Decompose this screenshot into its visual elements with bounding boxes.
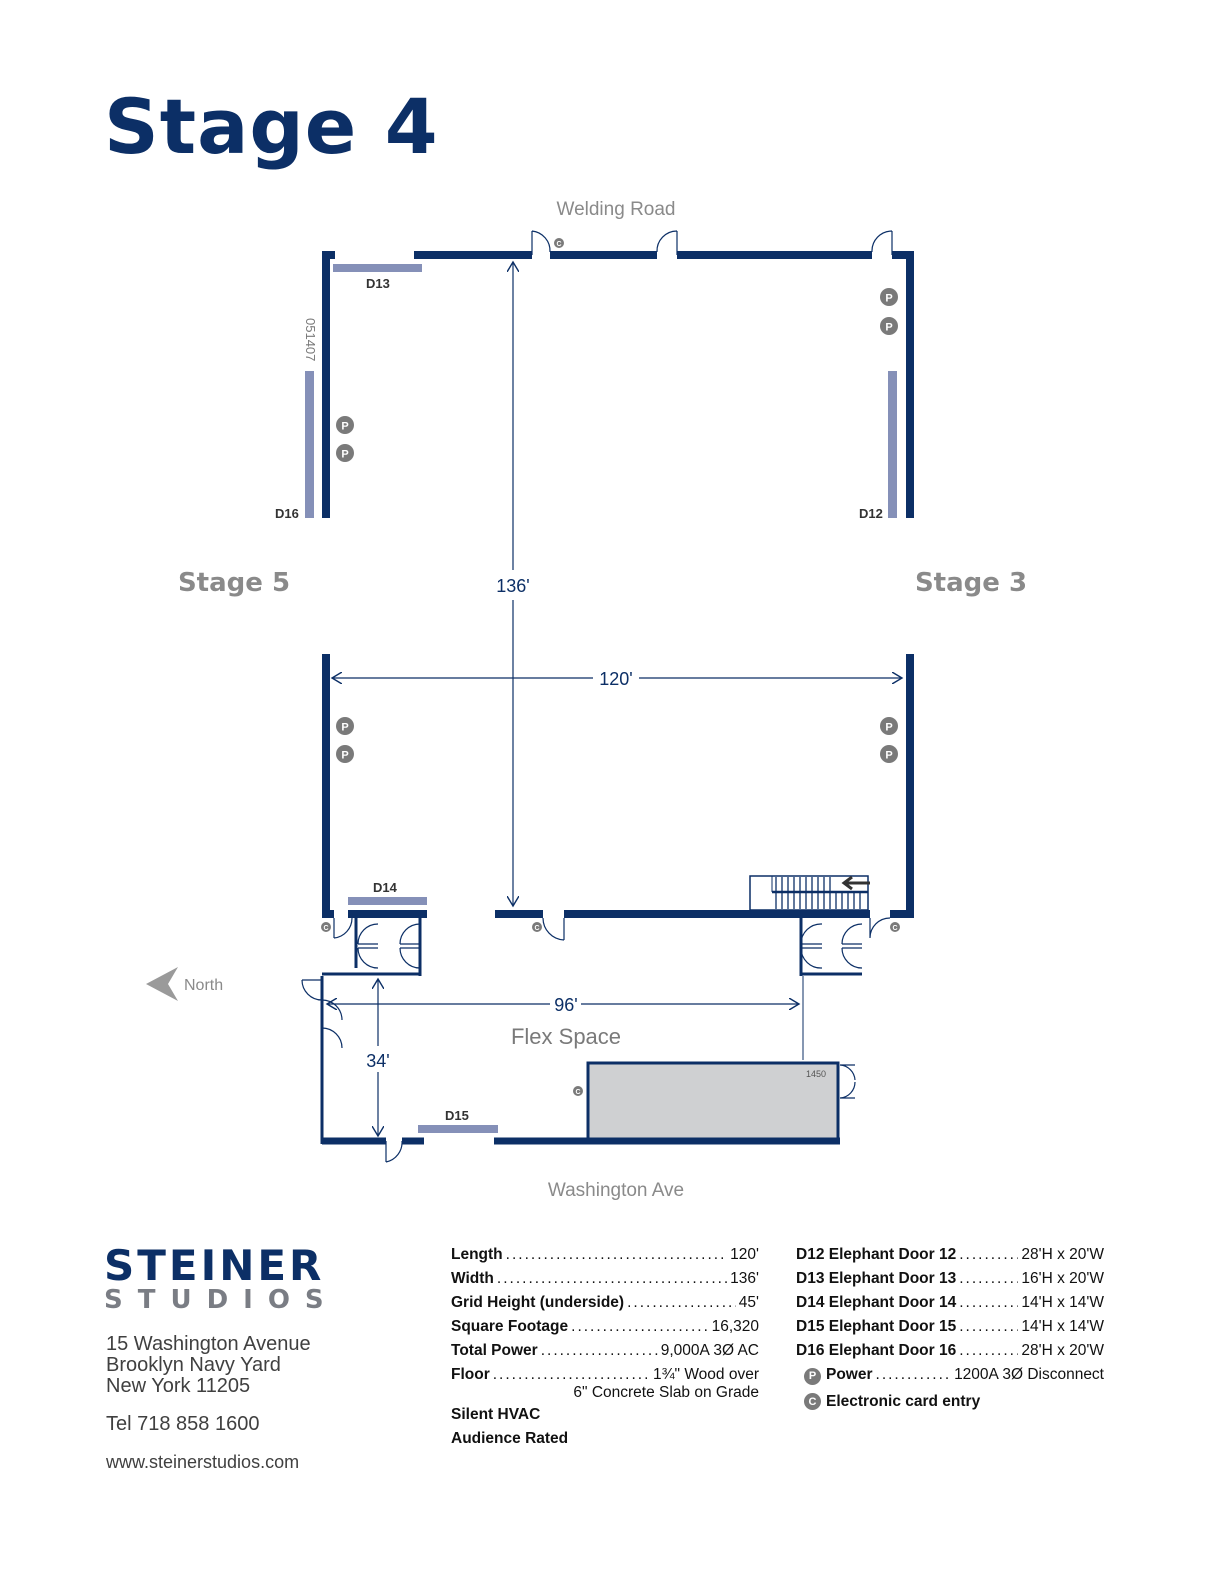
spec-row: Total Power ..... 9,000A 3Ø AC: [451, 1342, 759, 1366]
svg-text:C: C: [323, 925, 329, 932]
door-spec-row: D16 Elephant Door 16 ..... 28'H x 20'W: [796, 1342, 1104, 1366]
power-icon: [336, 444, 354, 462]
door-spec-row: D13 Elephant Door 13 ..... 16'H x 20'W: [796, 1270, 1104, 1294]
stage-walls: [322, 251, 914, 918]
dimension-width: 120': [599, 669, 633, 689]
power-icon: [880, 317, 898, 335]
door-label-d15: D15: [445, 1108, 469, 1123]
elephant-doors: [305, 264, 897, 1133]
company-address: [106, 1334, 311, 1397]
spec-extra: Silent HVAC: [451, 1406, 541, 1423]
door-d13: [333, 264, 422, 272]
door-d12: [888, 371, 897, 518]
door-spec-row: D12 Elephant Door 12 ..... 28'H x 20'W: [796, 1246, 1104, 1270]
legend-power: P Power ..... 1200A 3Ø Disconnect: [796, 1366, 1104, 1390]
power-icon: [336, 745, 354, 763]
vertical-code: 051407: [303, 318, 318, 362]
stage-3-label: Stage 3: [914, 568, 1028, 598]
power-icon: [336, 717, 354, 735]
road-south-label: Washington Ave: [547, 1180, 685, 1201]
dimension-flex-width: 96': [554, 995, 578, 1015]
door-label-d13: D13: [366, 276, 390, 291]
svg-text:P: P: [885, 321, 893, 334]
card-entry-icon: [573, 1086, 583, 1096]
power-icon: [336, 416, 354, 434]
svg-text:C: C: [892, 925, 898, 932]
door-d15: [418, 1125, 498, 1133]
door-spec-row: D14 Elephant Door 14 ..... 14'H x 14'W: [796, 1294, 1104, 1318]
door-spec-row: D15 Elephant Door 15 ..... 14'H x 14'W: [796, 1318, 1104, 1342]
stage-specs: [451, 1246, 759, 1454]
company-logo: [104, 1241, 344, 1315]
spec-row: Floor ..... 1¾" Wood over: [451, 1366, 759, 1390]
card-entry-icon: [890, 922, 900, 932]
spec-row: Length ..... 120': [451, 1246, 759, 1270]
spec-extra: Audience Rated: [451, 1430, 569, 1447]
page-title: Stage 4: [104, 82, 439, 171]
legend-card-entry: C Electronic card entry: [796, 1390, 1104, 1413]
svg-text:P: P: [885, 749, 893, 762]
spec-row: Square Footage ..... 16,320: [451, 1318, 759, 1342]
card-entry-markers: [321, 238, 900, 1096]
dimension-depth: 136': [496, 576, 530, 596]
card-entry-icon: [532, 922, 542, 932]
north-arrow-icon: [146, 967, 178, 1001]
stairs: [750, 876, 868, 910]
logo-line-2: STUDIOS: [104, 1285, 339, 1315]
flex-space-label: Flex Space: [510, 1024, 622, 1049]
door-specs: [796, 1246, 1104, 1413]
address-line-3: New York 11205: [106, 1375, 251, 1397]
card-entry-icon: [554, 238, 564, 248]
north-label: North: [184, 977, 224, 994]
door-d14: [348, 897, 427, 905]
spec-row: Grid Height (underside) ..... 45': [451, 1294, 759, 1318]
power-icon: [880, 288, 898, 306]
power-outlets: [336, 288, 898, 763]
company-phone: Tel 718 858 1600: [106, 1413, 260, 1435]
svg-text:P: P: [341, 749, 349, 762]
svg-text:P: P: [885, 721, 893, 734]
room-code: 1450: [805, 1069, 826, 1079]
door-label-d14: D14: [373, 880, 397, 895]
spec-row: Width ..... 136': [451, 1270, 759, 1294]
svg-text:P: P: [341, 448, 349, 461]
power-icon: P: [804, 1368, 821, 1385]
svg-text:C: C: [556, 241, 562, 248]
svg-text:P: P: [341, 420, 349, 433]
spec-floor-detail: 6" Concrete Slab on Grade: [573, 1384, 759, 1401]
door-d16: [305, 371, 314, 518]
stage-5-label: Stage 5: [177, 568, 291, 598]
svg-text:C: C: [534, 925, 540, 932]
power-icon: [880, 745, 898, 763]
dimension-flex-depth: 34': [366, 1051, 390, 1071]
company-website[interactable]: www.steinerstudios.com: [106, 1452, 300, 1472]
card-entry-icon: C: [804, 1393, 821, 1410]
svg-text:P: P: [341, 721, 349, 734]
road-north-label: Welding Road: [556, 199, 676, 220]
door-label-d16: D16: [275, 506, 299, 521]
address-line-1: 15 Washington Avenue: [106, 1333, 311, 1355]
door-label-d12: D12: [859, 506, 883, 521]
address-line-2: Brooklyn Navy Yard: [106, 1354, 281, 1376]
power-icon: [880, 717, 898, 735]
card-entry-icon: [321, 922, 331, 932]
svg-text:P: P: [885, 292, 893, 305]
svg-text:C: C: [575, 1089, 581, 1096]
room-1450: [588, 1063, 838, 1139]
stair-arrow-icon: [844, 877, 870, 889]
dimension-lines: [327, 262, 902, 1136]
logo-line-1: STEINER: [104, 1241, 325, 1290]
